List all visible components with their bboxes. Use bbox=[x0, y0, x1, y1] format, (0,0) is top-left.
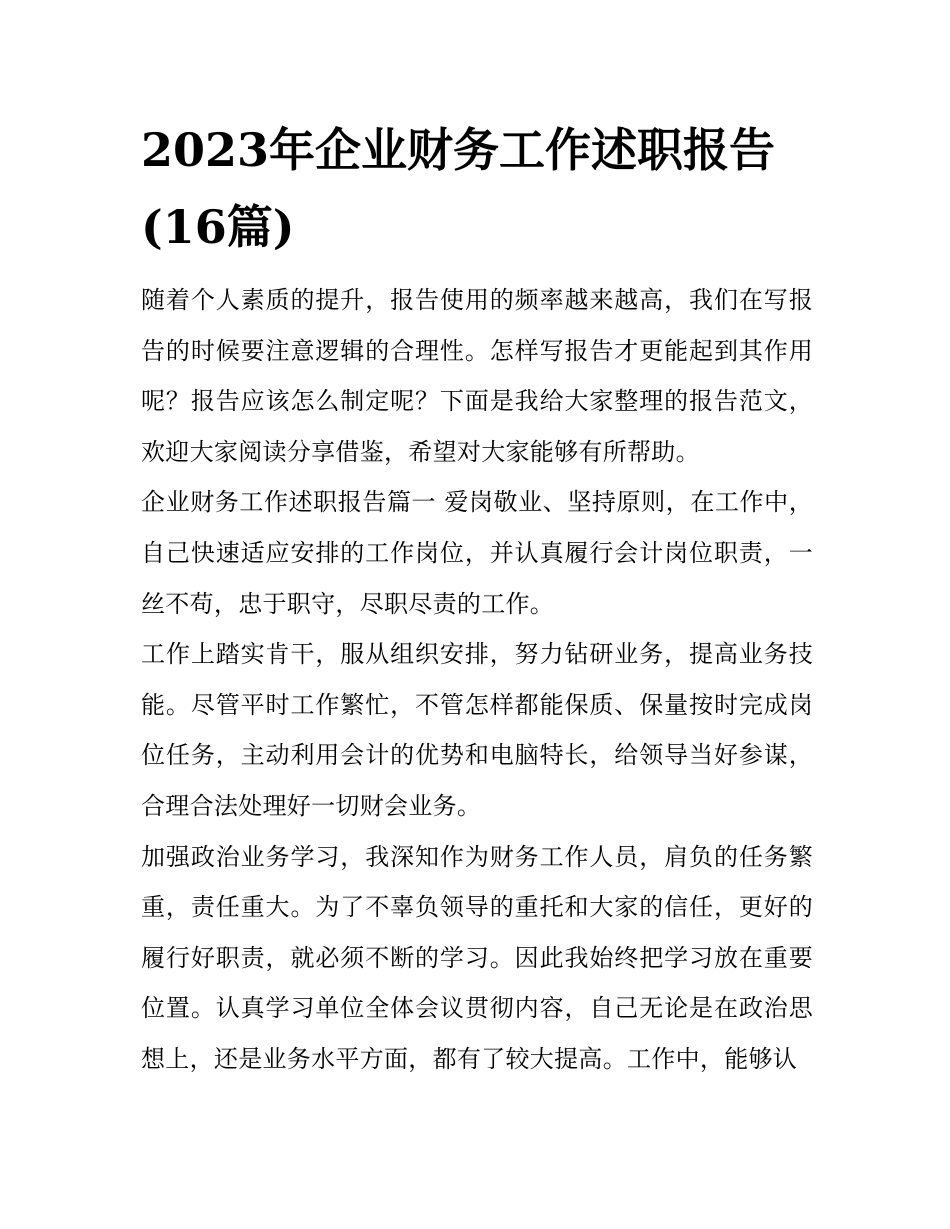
paragraph-intro: 随着个人素质的提升，报告使用的频率越来越高，我们在写报告的时候要注意逻辑的合理性。怎样写报告才更能起到其作用呢？报告应该怎么制定呢？下面是我给大家整理的报告范文，欢迎大家阅读分享借鉴，希望对大家能够有所帮助。 bbox=[141, 286, 813, 466]
paragraph-work-attitude: 工作上踏实肯干，服从组织安排，努力钻研业务，提高业务技能。尽管平时工作繁忙，不管怎样都能保质、保量按时完成岗位任务，主动利用会计的优势和电脑特长，给领导当好参谋，合理合法处理好一切财会业务。 bbox=[141, 640, 813, 820]
document-body bbox=[141, 112, 813, 1085]
document-title: 2023年企业财务工作述职报告(16篇) bbox=[141, 123, 776, 254]
paragraph-study: 加强政治业务学习，我深知作为财务工作人员，肩负的任务繁重，责任重大。为了不辜负领导的重托和大家的信任，更好的履行好职责，就必须不断的学习。因此我始终把学习放在重要位置。认真学习单位全体会议贯彻内容，自己无论是在政治思想上，还是业务水平方面，都有了较大提高。工作中，能够认 bbox=[141, 842, 813, 1073]
paragraph-section-one: 企业财务工作述职报告篇一 爱岗敬业、坚持原则，在工作中，自己快速适应安排的工作岗位，并认真履行会计岗位职责，一丝不苟，忠于职守，尽职尽责的工作。 bbox=[141, 488, 813, 618]
